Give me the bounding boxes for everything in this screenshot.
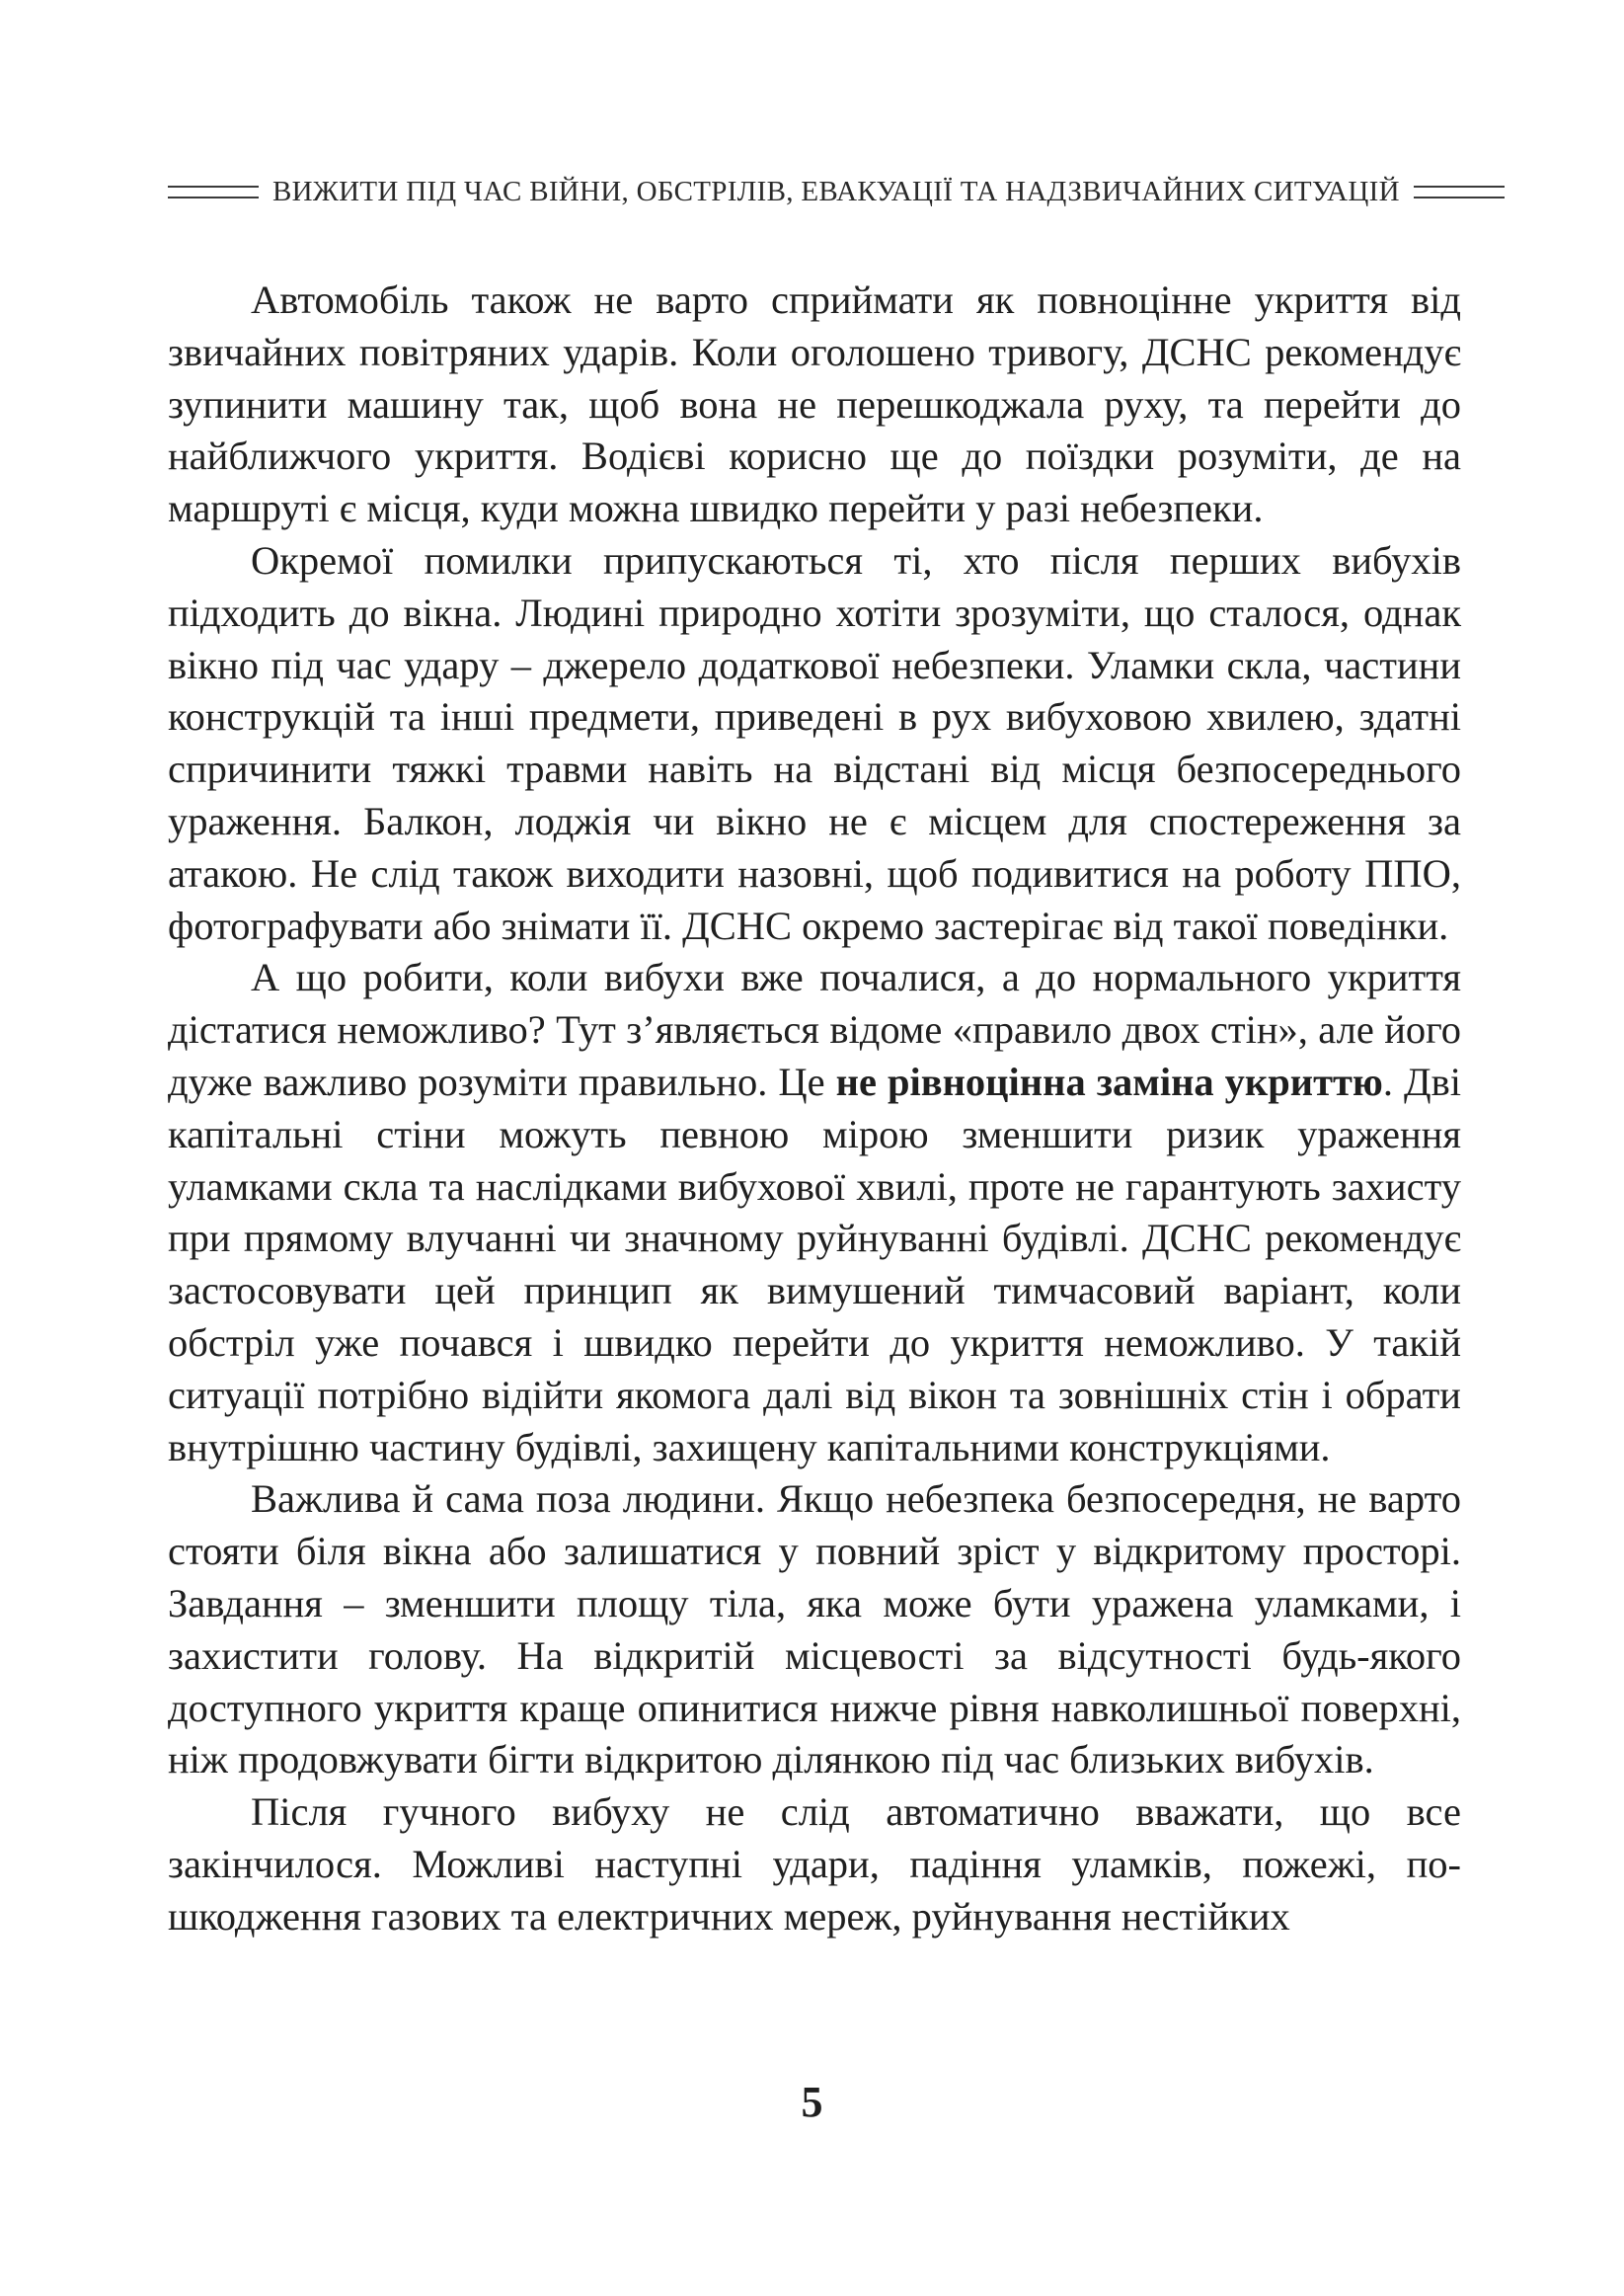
emphasis-not-equal-replacement: не рівноцінна заміна укриттю — [835, 1059, 1383, 1104]
running-header — [168, 172, 1461, 211]
header-rule-right — [1414, 186, 1505, 198]
header-rule-left — [168, 186, 259, 198]
body-text — [168, 275, 1461, 1943]
paragraph-window-danger: Окремої помилки припускаються ті, хто після перших вибухів підходить до вікна. Людині природно хотіти зрозуміти, що сталося, однак вікно під час удару – джерело додаткової небезпеки. Уламки скла, частини конструкцій та інші предмети, приведені в рух вибуховою хвилею, здатні спричинити тяжкі травми навіть на відстані від місця безпосереднього ураження. Балкон, лоджія чи вікно не є місцем для спостереження за атакою. Не слід також виходити назовні, щоб подивитися на роботу ППО, фотографувати або знімати її. ДСНС окремо застерігає від такої поведінки. — [168, 537, 1461, 948]
paragraph-body-posture: Важлива й сама поза людини. Якщо небезпека безпосередня, не варто стояти біля вікна або залишатися у повний зріст у відкритому просторі. Завдання – зменшити площу тіла, яка може бути уражена уламками, і захистити голову. На відкритій місцевості за відсутності будь-якого доступного укриття краще опинитися нижче рівня навколишньої поверхні, ніж продовжувати бігти відкритою ділянкою під час близьких вибухів. — [168, 1476, 1461, 1782]
paragraph-two-walls-rest: . Дві капітальні стіни можуть певною мірою зменшити ризик ураження уламками скла та наслідками вибухової хвилі, проте не гарантують захисту при прямому влучанні чи значному руйнуванні будівлі. ДСНС рекомендує застосовувати цей принцип як вимушений тимчасовий варіант, коли обстріл уже почався і швидко перейти до укриття неможливо. У такій ситуації потрібно відійти якомога далі від вікон та зовнішніх стін і обрати внутрішню частину будівлі, захищену капітальними конструкціями. — [168, 1059, 1461, 1469]
paragraph-two-walls-lead: А що робити, коли вибухи вже почалися, а до нормального укриття дістатися неможливо? Тут з’являється відоме «правило двох стін», але його дуже важливо розуміти правильно. Це — [168, 955, 1461, 1104]
header-title: ВИЖИТИ ПІД ЧАС ВІЙНИ, ОБСТРІЛІВ, ЕВАКУАЦІЇ ТА НАДЗВИЧАЙНИХ СИТУАЦІЙ — [272, 175, 1400, 207]
paragraph-after-explosion: Після гучного вибуху не слід автоматично вважати, що все закінчилося. Можливі наступні удари, падіння уламків, пожежі, пошкодження газових та електричних мереж, руйнування нестійких — [168, 1789, 1461, 1939]
paragraph-car-shelter: Автомобіль також не варто сприймати як повноцінне укриття від звичайних повітряних ударів. Коли оголошено тривогу, ДСНС рекомендує зупинити машину так, щоб вона не перешкоджала руху, та перейти до найближчого укриття. Водієві корисно ще до поїздки розуміти, де на маршруті є місця, куди можна швидко перейти у разі небезпеки. — [168, 277, 1461, 531]
page-number: 5 — [801, 2078, 823, 2126]
paragraph-two-walls-rule — [168, 952, 1461, 1473]
